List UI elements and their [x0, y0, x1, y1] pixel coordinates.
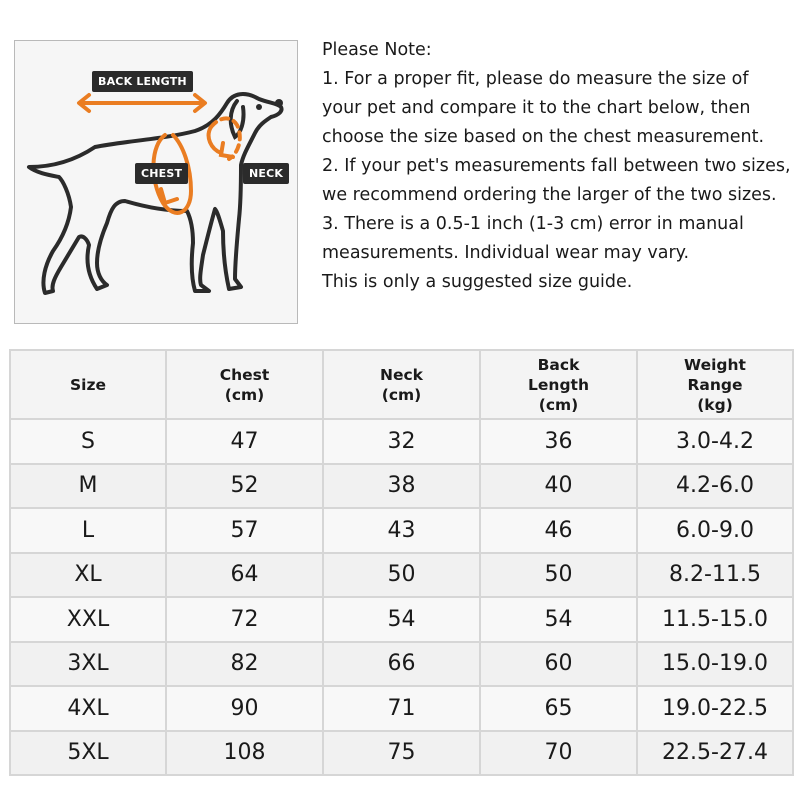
cell-neck: 66: [323, 642, 480, 687]
measurement-diagram: [14, 40, 298, 324]
table-row: [10, 553, 793, 598]
neck-tag: NECK: [243, 163, 289, 184]
cell-weight-range: 11.5-15.0: [637, 597, 793, 642]
cell-size: 4XL: [10, 686, 166, 731]
dog-nose: [275, 99, 283, 107]
cell-size: L: [10, 508, 166, 553]
cell-neck: 75: [323, 731, 480, 776]
cell-back-length: 50: [480, 553, 637, 598]
cell-back-length: 70: [480, 731, 637, 776]
note-heading: Please Note:: [322, 40, 432, 60]
table-row: [10, 508, 793, 553]
table-header-row: [10, 350, 793, 419]
cell-chest: 82: [166, 642, 323, 687]
cell-neck: 43: [323, 508, 480, 553]
cell-weight-range: 19.0-22.5: [637, 686, 793, 731]
cell-size: M: [10, 464, 166, 509]
cell-weight-range: 8.2-11.5: [637, 553, 793, 598]
header-back-length: Back Length (cm): [480, 350, 637, 419]
cell-chest: 90: [166, 686, 323, 731]
note-line-1: 1. For a proper fit, please do measure the size of your pet and compare it to the chart below, then choose the size based on the chest measurement.: [322, 69, 765, 147]
cell-chest: 57: [166, 508, 323, 553]
cell-neck: 54: [323, 597, 480, 642]
cell-chest: 47: [166, 419, 323, 464]
header-neck: Neck (cm): [323, 350, 480, 419]
cell-chest: 64: [166, 553, 323, 598]
cell-chest: 72: [166, 597, 323, 642]
header-chest: Chest (cm): [166, 350, 323, 419]
note-panel: [322, 36, 792, 297]
note-line-4: This is only a suggested size guide.: [322, 272, 633, 292]
cell-neck: 71: [323, 686, 480, 731]
cell-neck: 38: [323, 464, 480, 509]
chest-tag: CHEST: [135, 163, 188, 184]
table-row: [10, 642, 793, 687]
cell-chest: 52: [166, 464, 323, 509]
cell-chest: 108: [166, 731, 323, 776]
back-length-arrow: [79, 95, 205, 111]
cell-back-length: 36: [480, 419, 637, 464]
cell-neck: 50: [323, 553, 480, 598]
cell-weight-range: 4.2-6.0: [637, 464, 793, 509]
header-size: Size: [10, 350, 166, 419]
header-weight-range: Weight Range (kg): [637, 350, 793, 419]
table-row: [10, 464, 793, 509]
cell-weight-range: 22.5-27.4: [637, 731, 793, 776]
dog-eye: [256, 104, 262, 110]
cell-size: S: [10, 419, 166, 464]
cell-size: 5XL: [10, 731, 166, 776]
table-row: [10, 597, 793, 642]
cell-weight-range: 6.0-9.0: [637, 508, 793, 553]
size-chart-table: [9, 349, 794, 776]
cell-back-length: 46: [480, 508, 637, 553]
dog-ear: [231, 101, 244, 137]
cell-back-length: 60: [480, 642, 637, 687]
cell-back-length: 65: [480, 686, 637, 731]
cell-back-length: 40: [480, 464, 637, 509]
back-length-tag: BACK LENGTH: [92, 71, 193, 92]
note-line-3: 3. There is a 0.5-1 inch (1-3 cm) error in manual measurements. Individual wear may vary.: [322, 214, 744, 263]
cell-size: XXL: [10, 597, 166, 642]
cell-weight-range: 15.0-19.0: [637, 642, 793, 687]
cell-back-length: 54: [480, 597, 637, 642]
cell-weight-range: 3.0-4.2: [637, 419, 793, 464]
cell-size: 3XL: [10, 642, 166, 687]
table-row: [10, 686, 793, 731]
cell-size: XL: [10, 553, 166, 598]
note-line-2: 2. If your pet's measurements fall between two sizes, we recommend ordering the larger of the two sizes.: [322, 156, 791, 205]
cell-neck: 32: [323, 419, 480, 464]
table-row: [10, 731, 793, 776]
table-row: [10, 419, 793, 464]
